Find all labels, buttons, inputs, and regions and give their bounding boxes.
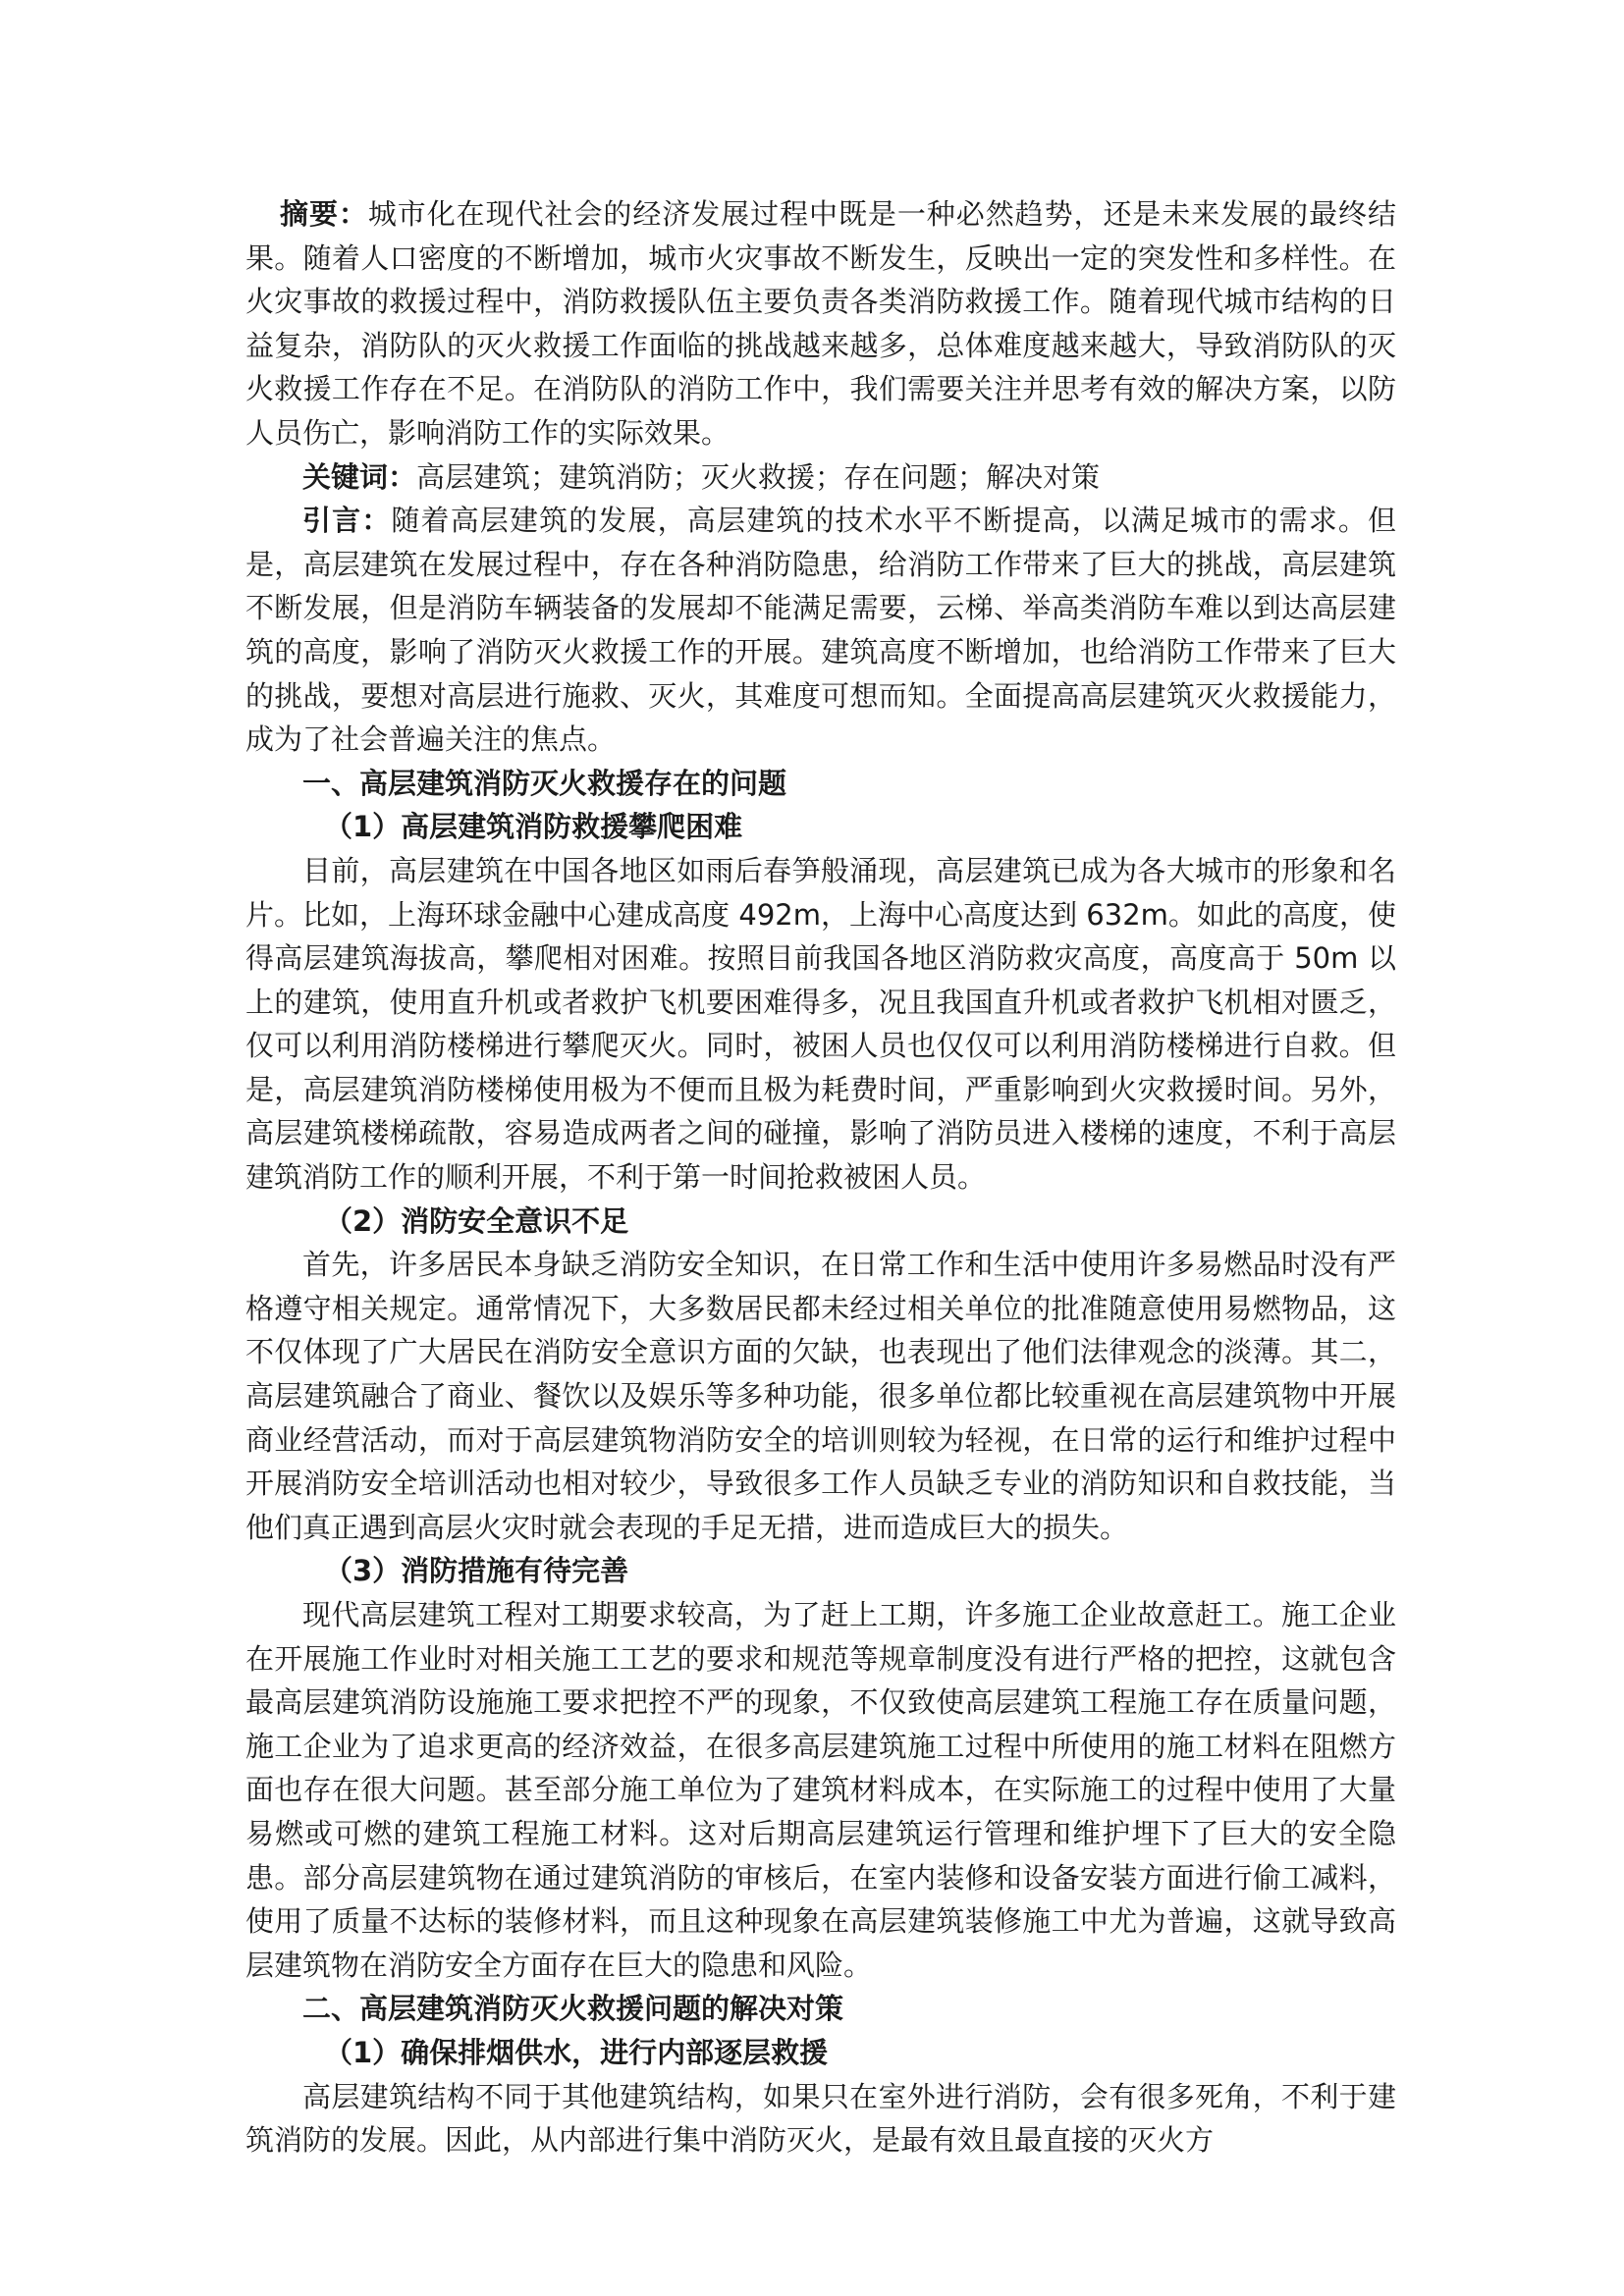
keywords-label: 关键词： [302, 459, 417, 494]
intro-text: 随着高层建筑的发展，高层建筑的技术水平不断提高，以满足城市的需求。但是，高层建筑在发展过程中，存在各种消防隐患，给消防工作带来了巨大的挑战，高层建筑不断发展，但是消防车辆装备的发展却不能满足需要，云梯、举高类消防车难以到达高层建筑的高度，影响了消防灭火救援工作的开展。建筑高度不断增加，也给消防工作带来了巨大的挑战，要想对高层进行施救、灭火，其难度可想而知。全面提高高层建筑灭火救援能力，成为了社会普遍关注的焦点。 [245, 504, 1396, 757]
section-1-3-heading: （3）消防措施有待完善 [324, 1554, 629, 1588]
abstract-label: 摘要： [280, 197, 368, 231]
keywords-text: 高层建筑；建筑消防；灭火救援；存在问题；解决对策 [416, 459, 1101, 494]
section-2-1-heading: （1）确保排烟供水，进行内部逐层救援 [324, 2035, 829, 2069]
section-1-1-paragraph: 目前，高层建筑在中国各地区如雨后春笋般涌现，高层建筑已成为各大城市的形象和名片。比如，上海环球金融中心建成高度 492m，上海中心高度达到 632m。如此的高度，使得高层建筑海拔高，攀爬相对困难。按照目前我国各地区消防救灾高度，高度高于 50m 以上的建筑，使用直升机或者救护飞机要困难得多，况且我国直升机或者救护飞机相对匮乏，仅可以利用消防楼梯进行攀爬灭火。同时，被困人员也仅仅可以利用消防楼梯进行自救。但是，高层建筑消防楼梯使用极为不便而且极为耗费时间，严重影响到火灾救援时间。另外，高层建筑楼梯疏散，容易造成两者之间的碰撞，影响了消防员进入楼梯的速度，不利于高层建筑消防工作的顺利开展，不利于第一时间抢救被困人员。 [245, 853, 1396, 1195]
section-1-3-paragraph: 现代高层建筑工程对工期要求较高，为了赶上工期，许多施工企业故意赶工。施工企业在开展施工作业时对相关施工工艺的要求和规范等规章制度没有进行严格的把控，这就包含最高层建筑消防设施施工要求把控不严的现象，不仅致使高层建筑工程施工存在质量问题，施工企业为了追求更高的经济效益，在很多高层建筑施工过程中所使用的施工材料在阻燃方面也存在很大问题。甚至部分施工单位为了建筑材料成本，在实际施工的过程中使用了大量易燃或可燃的建筑工程施工材料。这对后期高层建筑运行管理和维护埋下了巨大的安全隐患。部分高层建筑物在通过建筑消防的审核后，在室内装修和设备安装方面进行偷工减料，使用了质量不达标的装修材料，而且这种现象在高层建筑装修施工中尤为普遍，这就导致高层建筑物在消防安全方面存在巨大的隐患和风险。 [245, 1598, 1396, 1982]
abstract-text: 城市化在现代社会的经济发展过程中既是一种必然趋势，还是未来发展的最终结果。随着人口密度的不断增加，城市火灾事故不断发生，反映出一定的突发性和多样性。在火灾事故的救援过程中，消防救援队伍主要负责各类消防救援工作。随着现代城市结构的日益复杂，消防队的灭火救援工作面临的挑战越来越多，总体难度越来越大，导致消防队的灭火救援工作存在不足。在消防队的消防工作中，我们需要关注并思考有效的解决方案，以防人员伤亡，影响消防工作的实际效果。 [245, 197, 1396, 450]
section-2-heading: 二、高层建筑消防灭火救援问题的解决对策 [302, 1992, 844, 2026]
section-1-1-heading: （1）高层建筑消防救援攀爬困难 [324, 810, 743, 844]
abstract-paragraph [245, 192, 1396, 455]
document-page [245, 192, 1396, 2163]
keywords-paragraph [245, 455, 1396, 500]
intro-paragraph [245, 499, 1396, 762]
section-1-heading: 一、高层建筑消防灭火救援存在的问题 [302, 766, 787, 800]
intro-label: 引言： [302, 504, 392, 538]
section-2-1-paragraph: 高层建筑结构不同于其他建筑结构，如果只在室外进行消防，会有很多死角，不利于建筑消防的发展。因此，从内部进行集中消防灭火，是最有效且最直接的灭火方 [245, 2079, 1396, 2158]
section-1-2-paragraph: 首先，许多居民本身缺乏消防安全知识，在日常工作和生活中使用许多易燃品时没有严格遵守相关规定。通常情况下，大多数居民都未经过相关单位的批准随意使用易燃物品，这不仅体现了广大居民在消防安全意识方面的欠缺，也表现出了他们法律观念的淡薄。其二，高层建筑融合了商业、餐饮以及娱乐等多种功能，很多单位都比较重视在高层建筑物中开展商业经营活动，而对于高层建筑物消防安全的培训则较为轻视，在日常的运行和维护过程中开展消防安全培训活动也相对较少，导致很多工作人员缺乏专业的消防知识和自救技能，当他们真正遇到高层火灾时就会表现的手足无措，进而造成巨大的损失。 [245, 1248, 1396, 1544]
section-1-2-heading: （2）消防安全意识不足 [324, 1203, 629, 1238]
